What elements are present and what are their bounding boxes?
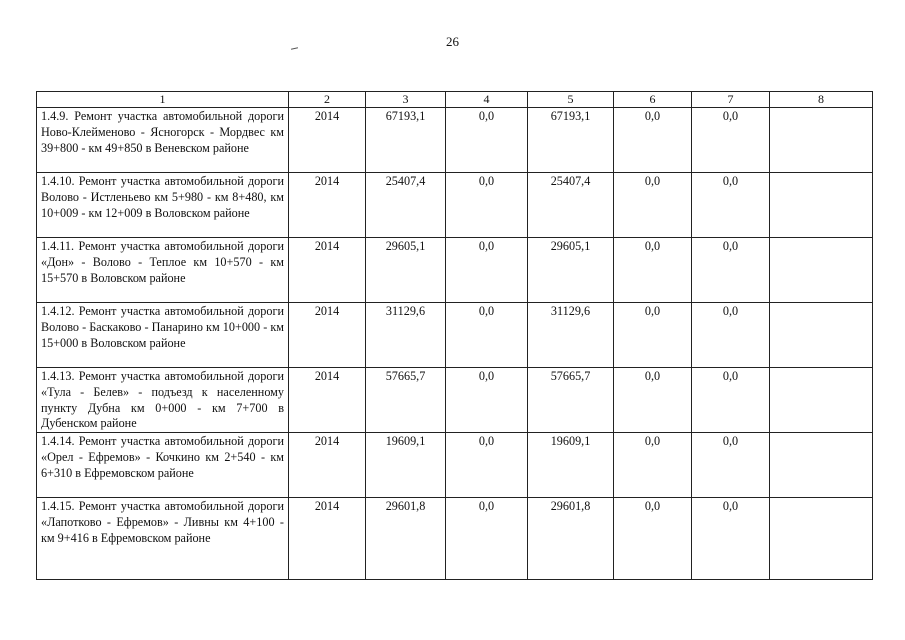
column-header-3: 3 (366, 92, 446, 108)
column-header-7: 7 (692, 92, 770, 108)
row-name: 1.4.9. Ремонт участка автомобильной дороги Ново-Клейменово - Ясногорск - Мордвес км 39+800 - км 49+850 в Веневском районе (37, 108, 289, 173)
cell-year: 2014 (289, 368, 366, 433)
column-header-4: 4 (446, 92, 528, 108)
cell-year: 2014 (289, 108, 366, 173)
cell-col7: 0,0 (692, 108, 770, 173)
cell-col8 (770, 108, 873, 173)
table-row (37, 433, 873, 498)
cell-col8 (770, 238, 873, 303)
program-table (36, 91, 873, 580)
cell-total: 29601,8 (366, 498, 446, 580)
cell-total: 29605,1 (366, 238, 446, 303)
column-header-8: 8 (770, 92, 873, 108)
cell-col5: 57665,7 (528, 368, 614, 433)
column-header-5: 5 (528, 92, 614, 108)
cell-col8 (770, 368, 873, 433)
cell-col5: 29605,1 (528, 238, 614, 303)
cell-col5: 67193,1 (528, 108, 614, 173)
cell-col5: 31129,6 (528, 303, 614, 368)
row-name: 1.4.10. Ремонт участка автомобильной дороги Волово - Истленьево км 5+980 - км 8+480, км 10+009 - км 12+009 в Воловском районе (37, 173, 289, 238)
cell-col4: 0,0 (446, 433, 528, 498)
cell-year: 2014 (289, 238, 366, 303)
cell-col6: 0,0 (614, 173, 692, 238)
column-header-6: 6 (614, 92, 692, 108)
cell-col6: 0,0 (614, 108, 692, 173)
table-row (37, 173, 873, 238)
table-row (37, 498, 873, 580)
column-header-1: 1 (37, 92, 289, 108)
row-name: 1.4.12. Ремонт участка автомобильной дороги Волово - Баскаково - Панарино км 10+000 - км 15+000 в Воловском районе (37, 303, 289, 368)
cell-total: 25407,4 (366, 173, 446, 238)
cell-col7: 0,0 (692, 368, 770, 433)
cell-col8 (770, 173, 873, 238)
cell-col6: 0,0 (614, 498, 692, 580)
table-row (37, 238, 873, 303)
cell-total: 57665,7 (366, 368, 446, 433)
cell-col6: 0,0 (614, 303, 692, 368)
cell-col6: 0,0 (614, 368, 692, 433)
cell-col5: 25407,4 (528, 173, 614, 238)
cell-col4: 0,0 (446, 498, 528, 580)
cell-total: 67193,1 (366, 108, 446, 173)
table-row (37, 368, 873, 433)
cell-col7: 0,0 (692, 498, 770, 580)
cell-col6: 0,0 (614, 433, 692, 498)
cell-col7: 0,0 (692, 173, 770, 238)
cell-col4: 0,0 (446, 108, 528, 173)
cell-year: 2014 (289, 433, 366, 498)
cell-year: 2014 (289, 303, 366, 368)
column-header-2: 2 (289, 92, 366, 108)
table-row (37, 303, 873, 368)
cell-col8 (770, 433, 873, 498)
cell-col7: 0,0 (692, 238, 770, 303)
cell-col8 (770, 498, 873, 580)
cell-year: 2014 (289, 173, 366, 238)
cell-total: 19609,1 (366, 433, 446, 498)
page-number: 26 (446, 34, 459, 49)
cell-col6: 0,0 (614, 238, 692, 303)
cell-col8 (770, 303, 873, 368)
row-name: 1.4.13. Ремонт участка автомобильной дороги «Тула - Белев» - подъезд к населенному пункту Дубна км 0+000 - км 7+700 в Дубенском районе (37, 368, 289, 433)
row-name: 1.4.14. Ремонт участка автомобильной дороги «Орел - Ефремов» - Кочкино км 2+540 - км 6+310 в Ефремовском районе (37, 433, 289, 498)
row-name: 1.4.15. Ремонт участка автомобильной дороги «Лапотково - Ефремов» - Ливны км 4+100 - км 9+416 в Ефремовском районе (37, 498, 289, 580)
cell-col7: 0,0 (692, 433, 770, 498)
cell-year: 2014 (289, 498, 366, 580)
cell-col4: 0,0 (446, 173, 528, 238)
cell-col7: 0,0 (692, 303, 770, 368)
cell-col4: 0,0 (446, 238, 528, 303)
header-row (37, 92, 873, 108)
table-row (37, 108, 873, 173)
cell-total: 31129,6 (366, 303, 446, 368)
cell-col4: 0,0 (446, 368, 528, 433)
cell-col4: 0,0 (446, 303, 528, 368)
row-name: 1.4.11. Ремонт участка автомобильной дороги «Дон» - Волово - Теплое км 10+570 - км 15+570 в Воловском районе (37, 238, 289, 303)
cell-col5: 19609,1 (528, 433, 614, 498)
cell-col5: 29601,8 (528, 498, 614, 580)
